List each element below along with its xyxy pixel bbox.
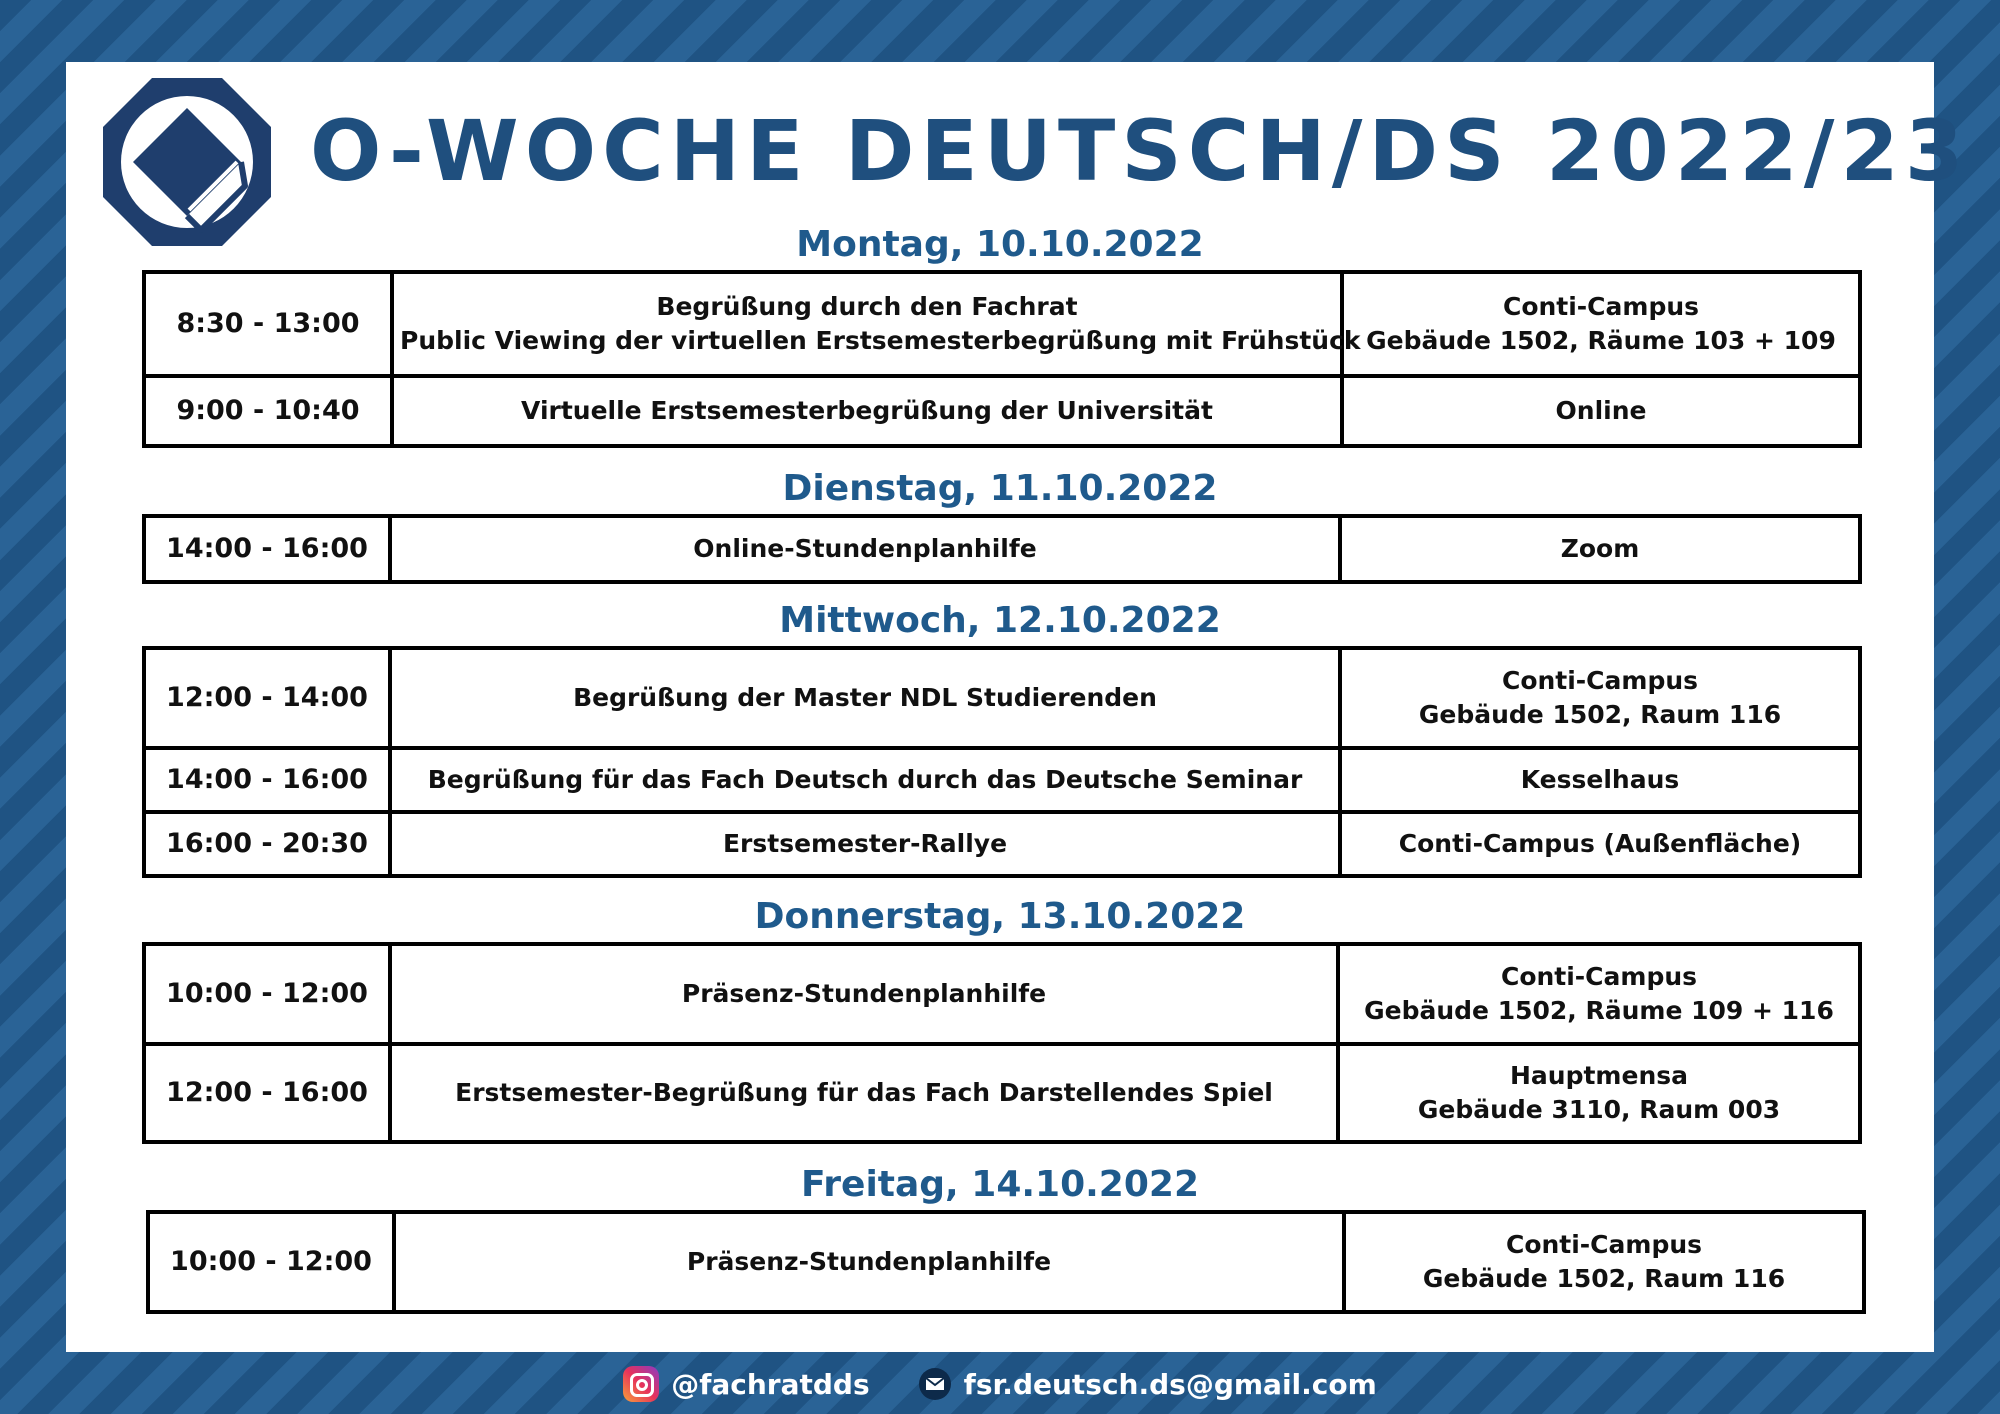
location-line: Hauptmensa	[1510, 1061, 1688, 1090]
event-cell	[390, 812, 1340, 876]
time-cell: 12:00 - 16:00	[144, 1044, 390, 1142]
event-line: Erstsemester-Rallye	[722, 829, 1008, 858]
event-line: Online-Stundenplanhilfe	[693, 534, 1037, 563]
event-cell	[390, 648, 1340, 748]
day-heading-wednesday: Mittwoch, 12.10.2022	[779, 600, 1221, 641]
schedule-table-wednesday	[142, 646, 1862, 878]
event-line: Public Viewing der virtuellen Erstsemesterbegrüßung mit Frühstück	[400, 326, 1361, 355]
time-cell: 10:00 - 12:00	[144, 944, 390, 1044]
page-title: O-WOCHE DEUTSCH/DS 2022/23	[310, 102, 1970, 200]
day-heading-thursday: Donnerstag, 13.10.2022	[754, 896, 1246, 937]
table-row	[148, 1212, 1864, 1312]
table-row	[144, 516, 1860, 582]
event-cell	[390, 748, 1340, 812]
logo	[103, 78, 271, 246]
day-heading-monday: Montag, 10.10.2022	[796, 224, 1204, 265]
day-heading-friday: Freitag, 14.10.2022	[800, 1164, 1200, 1205]
location-line: Conti-Campus	[1502, 292, 1700, 321]
location-line: Conti-Campus	[1500, 962, 1698, 991]
location-line: Gebäude 1502, Raum 116	[1422, 1264, 1786, 1293]
schedule-table-friday	[146, 1210, 1866, 1314]
instagram-icon	[623, 1366, 659, 1402]
time-cell: 12:00 - 14:00	[144, 648, 390, 748]
email-link[interactable]	[918, 1367, 1377, 1401]
time-cell: 8:30 - 13:00	[144, 272, 392, 376]
day-heading-tuesday: Dienstag, 11.10.2022	[782, 468, 1218, 509]
event-line: Präsenz-Stundenplanhilfe	[681, 979, 1047, 1008]
event-cell	[390, 516, 1340, 582]
table-row	[144, 944, 1860, 1044]
location-cell	[1340, 516, 1860, 582]
location-line: Conti-Campus (Außenfläche)	[1398, 829, 1802, 858]
event-line: Begrüßung durch den Fachrat	[656, 292, 1078, 321]
location-cell	[1338, 1044, 1860, 1142]
location-cell	[1342, 272, 1860, 376]
table-row	[144, 1044, 1860, 1142]
location-line: Online	[1555, 396, 1647, 425]
location-cell	[1340, 648, 1860, 748]
location-line: Conti-Campus	[1501, 666, 1699, 695]
event-cell	[392, 272, 1361, 376]
table-row	[144, 748, 1860, 812]
location-cell	[1340, 748, 1860, 812]
location-line: Gebäude 1502, Raum 116	[1418, 700, 1782, 729]
location-line: Gebäude 1502, Räume 109 + 116	[1364, 996, 1834, 1025]
table-row	[144, 376, 1860, 446]
event-line: Erstsemester-Begrüßung für das Fach Darstellendes Spiel	[455, 1078, 1273, 1107]
email-address: fsr.deutsch.ds@gmail.com	[963, 1367, 1377, 1401]
location-line: Conti-Campus	[1505, 1230, 1703, 1259]
mail-icon	[918, 1367, 952, 1401]
location-line: Kesselhaus	[1520, 765, 1680, 794]
schedule-table-thursday	[142, 942, 1862, 1144]
location-cell	[1342, 376, 1860, 446]
table-row	[144, 272, 1860, 376]
location-line: Gebäude 3110, Raum 003	[1417, 1095, 1781, 1124]
event-line: Präsenz-Stundenplanhilfe	[686, 1247, 1052, 1276]
location-line: Zoom	[1560, 534, 1640, 563]
event-cell	[390, 944, 1338, 1044]
table-row	[144, 648, 1860, 748]
schedule-table-tuesday	[142, 514, 1862, 584]
footer	[0, 1362, 2000, 1406]
event-line: Begrüßung für das Fach Deutsch durch das Deutsche Seminar	[427, 765, 1303, 794]
table-row	[144, 812, 1860, 876]
time-cell: 10:00 - 12:00	[148, 1212, 394, 1312]
instagram-handle: @fachratdds	[671, 1367, 870, 1401]
event-line: Virtuelle Erstsemesterbegrüßung der Universität	[521, 396, 1213, 425]
event-cell	[394, 1212, 1344, 1312]
time-cell: 16:00 - 20:30	[144, 812, 390, 876]
schedule-table-monday	[142, 270, 1862, 448]
time-cell: 14:00 - 16:00	[144, 748, 390, 812]
event-cell	[392, 376, 1342, 446]
location-cell	[1340, 812, 1860, 876]
location-line: Gebäude 1502, Räume 103 + 109	[1366, 326, 1836, 355]
event-line: Begrüßung der Master NDL Studierenden	[573, 683, 1157, 712]
location-cell	[1344, 1212, 1864, 1312]
time-cell: 14:00 - 16:00	[144, 516, 390, 582]
instagram-link[interactable]	[623, 1366, 869, 1402]
location-cell	[1338, 944, 1860, 1044]
time-cell: 9:00 - 10:40	[144, 376, 392, 446]
event-cell	[390, 1044, 1338, 1142]
